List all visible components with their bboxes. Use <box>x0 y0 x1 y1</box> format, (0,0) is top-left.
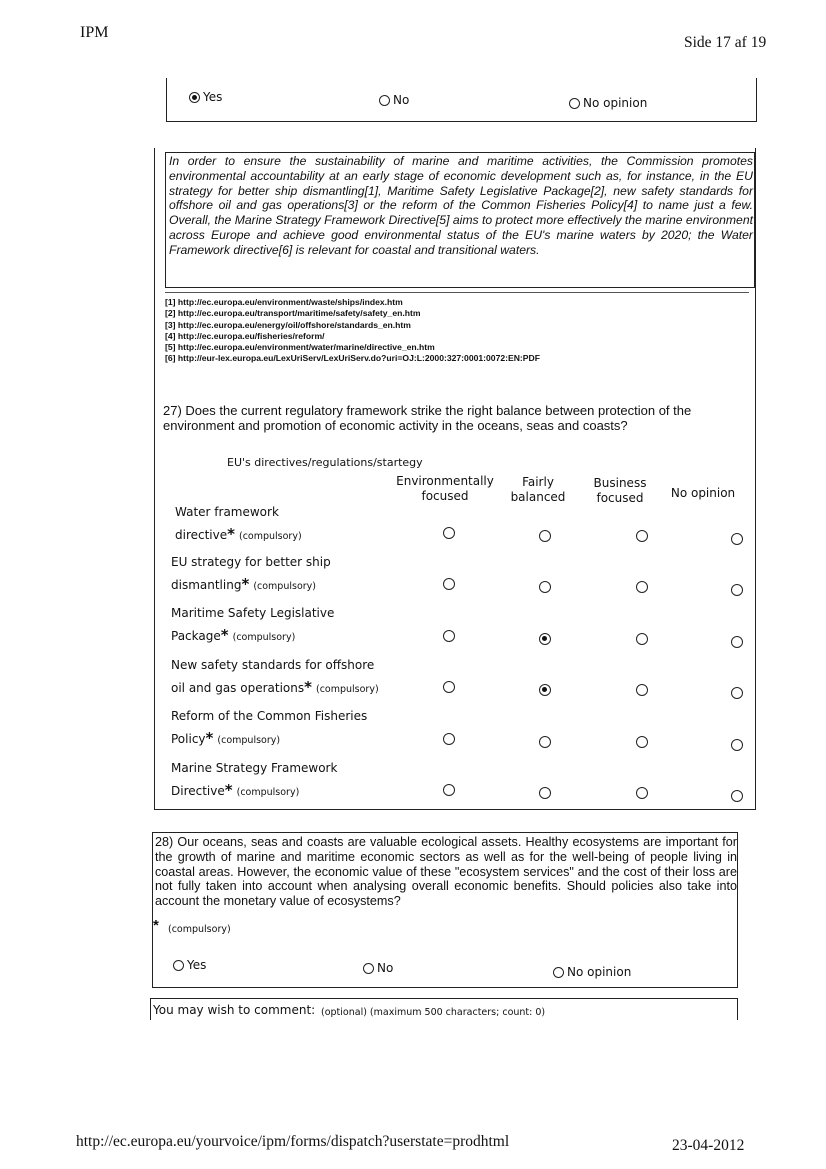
q26-answer-box <box>166 78 757 122</box>
row-label-line1: New safety standards for offshore <box>171 657 375 672</box>
radio-icon[interactable] <box>443 733 455 745</box>
row-label-text: dismantling <box>171 577 242 592</box>
radio-icon[interactable] <box>539 787 551 799</box>
radio-icon[interactable] <box>636 581 648 593</box>
column-business-focused: Business focused <box>593 476 647 505</box>
radio-icon[interactable] <box>539 736 551 748</box>
radio-icon[interactable] <box>363 963 374 974</box>
q28-option-no-opinion[interactable] <box>553 965 631 979</box>
q27-table-row <box>155 606 755 656</box>
radio-icon[interactable] <box>731 739 743 751</box>
row-label-line1: Maritime Safety Legislative <box>171 606 335 620</box>
compulsory-note: (compulsory) <box>217 735 281 746</box>
radio-selected-icon[interactable] <box>539 684 551 696</box>
radio-icon[interactable] <box>443 681 455 693</box>
q26-option-yes[interactable] <box>189 90 222 104</box>
q28-no-opinion-label: No opinion <box>567 965 632 979</box>
radio-icon[interactable] <box>731 687 743 699</box>
q27-question: 27) Does the current regulatory framework strike the right balance between protection of the environment and promotion of economic activity in the oceans, seas and coasts? <box>163 403 692 433</box>
reference-2[interactable]: [2] http://ec.europa.eu/transport/maritime/safety/safety_en.htm <box>165 308 421 319</box>
radio-selected-icon[interactable] <box>189 92 200 103</box>
comment-field[interactable] <box>150 998 738 1020</box>
compulsory-note: (compulsory) <box>253 580 316 592</box>
q28-yes-label: Yes <box>187 958 207 972</box>
reference-3[interactable]: [3] http://ec.europa.eu/energy/oil/offshore/standards_en.htm <box>165 319 411 330</box>
row-label-line2 <box>171 678 379 696</box>
q27-table-row <box>155 658 755 708</box>
row-label-line2 <box>171 626 295 644</box>
q27-section <box>154 148 756 810</box>
column-fairly-balanced: Fairly balanced <box>510 475 566 504</box>
radio-icon[interactable] <box>443 578 455 590</box>
compulsory-note: (compulsory) <box>236 786 300 798</box>
q27-table-row <box>155 555 755 605</box>
q27-table-caption: EU's directives/regulations/startegy <box>227 456 423 469</box>
q28-compulsory: (compulsory) <box>168 924 231 935</box>
required-star: * <box>227 525 235 543</box>
compulsory-note: (compulsory) <box>315 683 379 695</box>
reference-5[interactable]: [5] http://ec.europa.eu/environment/water/marine/directive_en.htm <box>165 342 435 353</box>
row-label-text: Directive <box>171 783 225 798</box>
column-no-opinion: No opinion <box>670 486 736 500</box>
required-star: * <box>304 677 312 696</box>
q28-question: 28) Our oceans, seas and coasts are valuable ecological assets. Healthy ecosystems are important for the growth of marine and maritime economic sectors as well as for the well-being of people living in coastal areas. However, the economic value of these "ecosystem services" and the cost of their loss are not fully taken into account when analysing overall economic benefits. Should policies also take into account the monetary value of ecosystems? <box>155 835 737 909</box>
header-page-number: Side 17 af 19 <box>684 34 767 51</box>
row-label-line2 <box>171 575 316 593</box>
radio-icon[interactable] <box>443 784 455 796</box>
row-label-line2 <box>171 781 299 799</box>
required-star: * <box>153 917 159 934</box>
q27-table-row <box>155 709 755 759</box>
radio-icon[interactable] <box>636 684 648 696</box>
q26-option-no[interactable] <box>379 93 409 107</box>
q26-no-opinion-label: No opinion <box>583 96 648 110</box>
q28-option-no[interactable] <box>363 961 393 975</box>
radio-icon[interactable] <box>636 736 648 748</box>
q27-table-row <box>155 761 755 811</box>
comment-meta: (optional) (maximum 500 characters; count: 0) <box>321 1007 546 1018</box>
radio-icon[interactable] <box>731 533 743 545</box>
radio-icon[interactable] <box>539 581 551 593</box>
row-label-line1: Reform of the Common Fisheries <box>171 709 368 723</box>
radio-icon[interactable] <box>636 530 648 542</box>
intro-text: In order to ensure the sustainability of marine and maritime activities, the Commission promotes environmental accountability at an early stage of economic development such as, for instance, in the EU strategy for better ship dismantling[1], Maritime Safety Legislative Package[2], new safety standards for offshore oil and gas operations[3] or the reform of the Common Fisheries Policy[4] to name just a few. Overall, the Marine Strategy Framework Directive[5] aims to protect more effectively the marine environment across Europe and achieve good environmental status of the EU's marine waters by 2020; the Water Framework directive[6] is relevant for coastal and transitional waters. <box>169 154 753 257</box>
q26-yes-label: Yes <box>203 90 223 104</box>
row-label-line1: EU strategy for better ship <box>171 554 331 569</box>
row-label-text: Policy <box>171 732 206 746</box>
radio-icon[interactable] <box>636 787 648 799</box>
radio-icon[interactable] <box>569 98 580 109</box>
row-label-line1: Marine Strategy Framework <box>171 760 338 775</box>
reference-6[interactable]: [6] http://eur-lex.europa.eu/LexUriServ/LexUriServ.do?uri=OJ:L:2000:327:0001:0072:EN:PDF <box>165 353 540 364</box>
compulsory-note: (compulsory) <box>238 531 302 542</box>
row-label-text: directive <box>175 528 228 542</box>
q26-no-label: No <box>393 93 410 107</box>
radio-icon[interactable] <box>379 95 390 106</box>
q28-section <box>152 832 738 988</box>
compulsory-note: (compulsory) <box>232 632 296 643</box>
reference-4[interactable]: [4] http://ec.europa.eu/fisheries/reform/ <box>165 330 325 341</box>
divider <box>165 292 749 293</box>
radio-selected-icon[interactable] <box>539 633 551 645</box>
row-label-line1: Water framework <box>175 505 279 519</box>
row-label-line2 <box>175 525 302 543</box>
radio-icon[interactable] <box>731 790 743 802</box>
q28-option-yes[interactable] <box>173 958 206 972</box>
required-star: * <box>224 780 233 799</box>
comment-label: You may wish to comment: <box>153 1003 316 1017</box>
radio-icon[interactable] <box>731 636 743 648</box>
required-star: * <box>241 574 250 593</box>
radio-icon[interactable] <box>539 530 551 542</box>
radio-icon[interactable] <box>731 584 743 596</box>
reference-1[interactable]: [1] http://ec.europa.eu/environment/waste/ships/index.htm <box>165 297 403 307</box>
footer-url: http://ec.europa.eu/yourvoice/ipm/forms/dispatch?userstate=prodhtml <box>76 1133 510 1150</box>
column-environmentally-focused: Environmentally focused <box>396 474 494 503</box>
required-star: * <box>205 729 214 747</box>
radio-icon[interactable] <box>443 527 455 539</box>
header-left: IPM <box>80 24 109 41</box>
row-label-text: Package <box>171 629 221 643</box>
q28-no-label: No <box>377 961 394 975</box>
radio-icon[interactable] <box>443 630 455 642</box>
radio-icon[interactable] <box>553 967 564 978</box>
footer-date: 23-04-2012 <box>672 1137 745 1154</box>
radio-icon[interactable] <box>173 960 184 971</box>
required-star: * <box>220 626 229 644</box>
q26-option-no-opinion[interactable] <box>569 96 647 110</box>
reference-list <box>165 297 540 365</box>
row-label-text: oil and gas operations <box>171 680 305 695</box>
row-label-line2 <box>171 729 280 747</box>
q27-table-row <box>155 503 755 553</box>
radio-icon[interactable] <box>636 633 648 645</box>
